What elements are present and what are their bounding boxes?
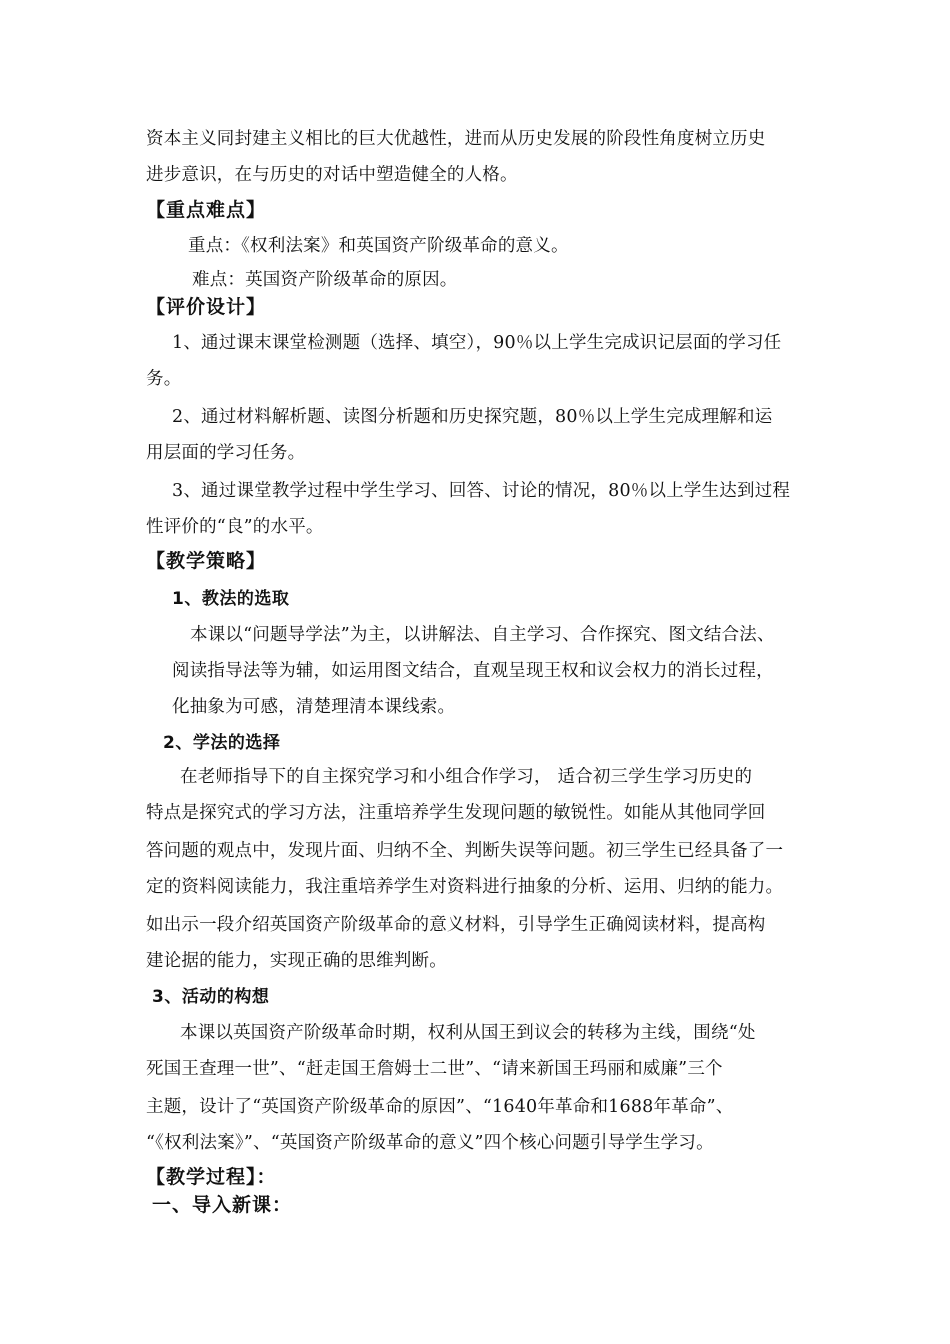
teaching-method-line-3: 化抽象为可感，清楚理清本课线索。 — [172, 697, 456, 717]
learning-method-title: 2、学法的选择 — [163, 733, 281, 753]
learning-method-line-5: 如出示一段介绍英国资产阶级革命的意义材料，引导学生正确阅读材料，提高构 — [146, 915, 766, 935]
evaluation-item-3-line-2: 性评价的“良”的水平。 — [146, 517, 324, 537]
difficulty-text: 难点：英国资产阶级革命的原因。 — [192, 270, 458, 290]
activity-design-title: 3、活动的构想 — [152, 987, 270, 1007]
intro-line-1: 资本主义同封建主义相比的巨大优越性，进而从历史发展的阶段性角度树立历史 — [146, 129, 766, 149]
activity-design-line-3: 主题，设计了“英国资产阶级革命的原因”、“1640年革命和1688年革命”、 — [146, 1097, 734, 1117]
intro-line-2: 进步意识，在与历史的对话中塑造健全的人格。 — [146, 165, 518, 185]
evaluation-item-2-line-2: 用层面的学习任务。 — [146, 443, 306, 463]
evaluation-item-1-line-1: 1、通过课末课堂检测题（选择、填空），90％以上学生完成识记层面的学习任 — [172, 333, 782, 353]
learning-method-line-3: 答问题的观点中，发现片面、归纳不全、判断失误等问题。初三学生已经具备了一 — [146, 841, 784, 861]
section-heading-strategy: 【教学策略】 — [146, 550, 267, 572]
evaluation-item-2-line-1: 2、通过材料解析题、读图分析题和历史探究题，80％以上学生完成理解和运 — [172, 407, 773, 427]
process-part-1-title: 一、导入新课： — [152, 1194, 293, 1216]
teaching-method-line-2: 阅读指导法等为辅，如运用图文结合，直观呈现王权和议会权力的消长过程， — [172, 661, 774, 681]
learning-method-line-6: 建论据的能力，实现正确的思维判断。 — [146, 951, 447, 971]
focus-text: 重点：《权利法案》和英国资产阶级革命的意义。 — [188, 236, 569, 256]
teaching-method-line-1: 本课以“问题导学法”为主，以讲解法、自主学习、合作探究、图文结合法、 — [190, 625, 775, 645]
activity-design-line-4: “《权利法案》”、“英国资产阶级革命的意义”四个核心问题引导学生学习。 — [146, 1133, 714, 1153]
learning-method-line-2: 特点是探究式的学习方法，注重培养学生发现问题的敏锐性。如能从其他同学回 — [146, 803, 766, 823]
evaluation-item-3-line-1: 3、通过课堂教学过程中学生学习、回答、讨论的情况，80％以上学生达到过程 — [172, 481, 791, 501]
learning-method-line-4: 定的资料阅读能力，我注重培养学生对资料进行抽象的分析、运用、归纳的能力。 — [146, 877, 784, 897]
learning-method-line-1: 在老师指导下的自主探究学习和小组合作学习， 适合初三学生学习历史的 — [180, 767, 753, 787]
section-heading-process: 【教学过程】： — [146, 1166, 277, 1188]
activity-design-line-2: 死国王查理一世”、“赶走国王詹姆士二世”、“请来新国王玛丽和威廉”三个 — [146, 1059, 723, 1079]
teaching-method-title: 1、教法的选取 — [172, 589, 290, 609]
activity-design-line-1: 本课以英国资产阶级革命时期，权利从国王到议会的转移为主线，围绕“处 — [180, 1023, 756, 1043]
section-heading-key-points: 【重点难点】 — [146, 199, 267, 221]
evaluation-item-1-line-2: 务。 — [146, 369, 182, 389]
section-heading-evaluation: 【评价设计】 — [146, 296, 267, 318]
